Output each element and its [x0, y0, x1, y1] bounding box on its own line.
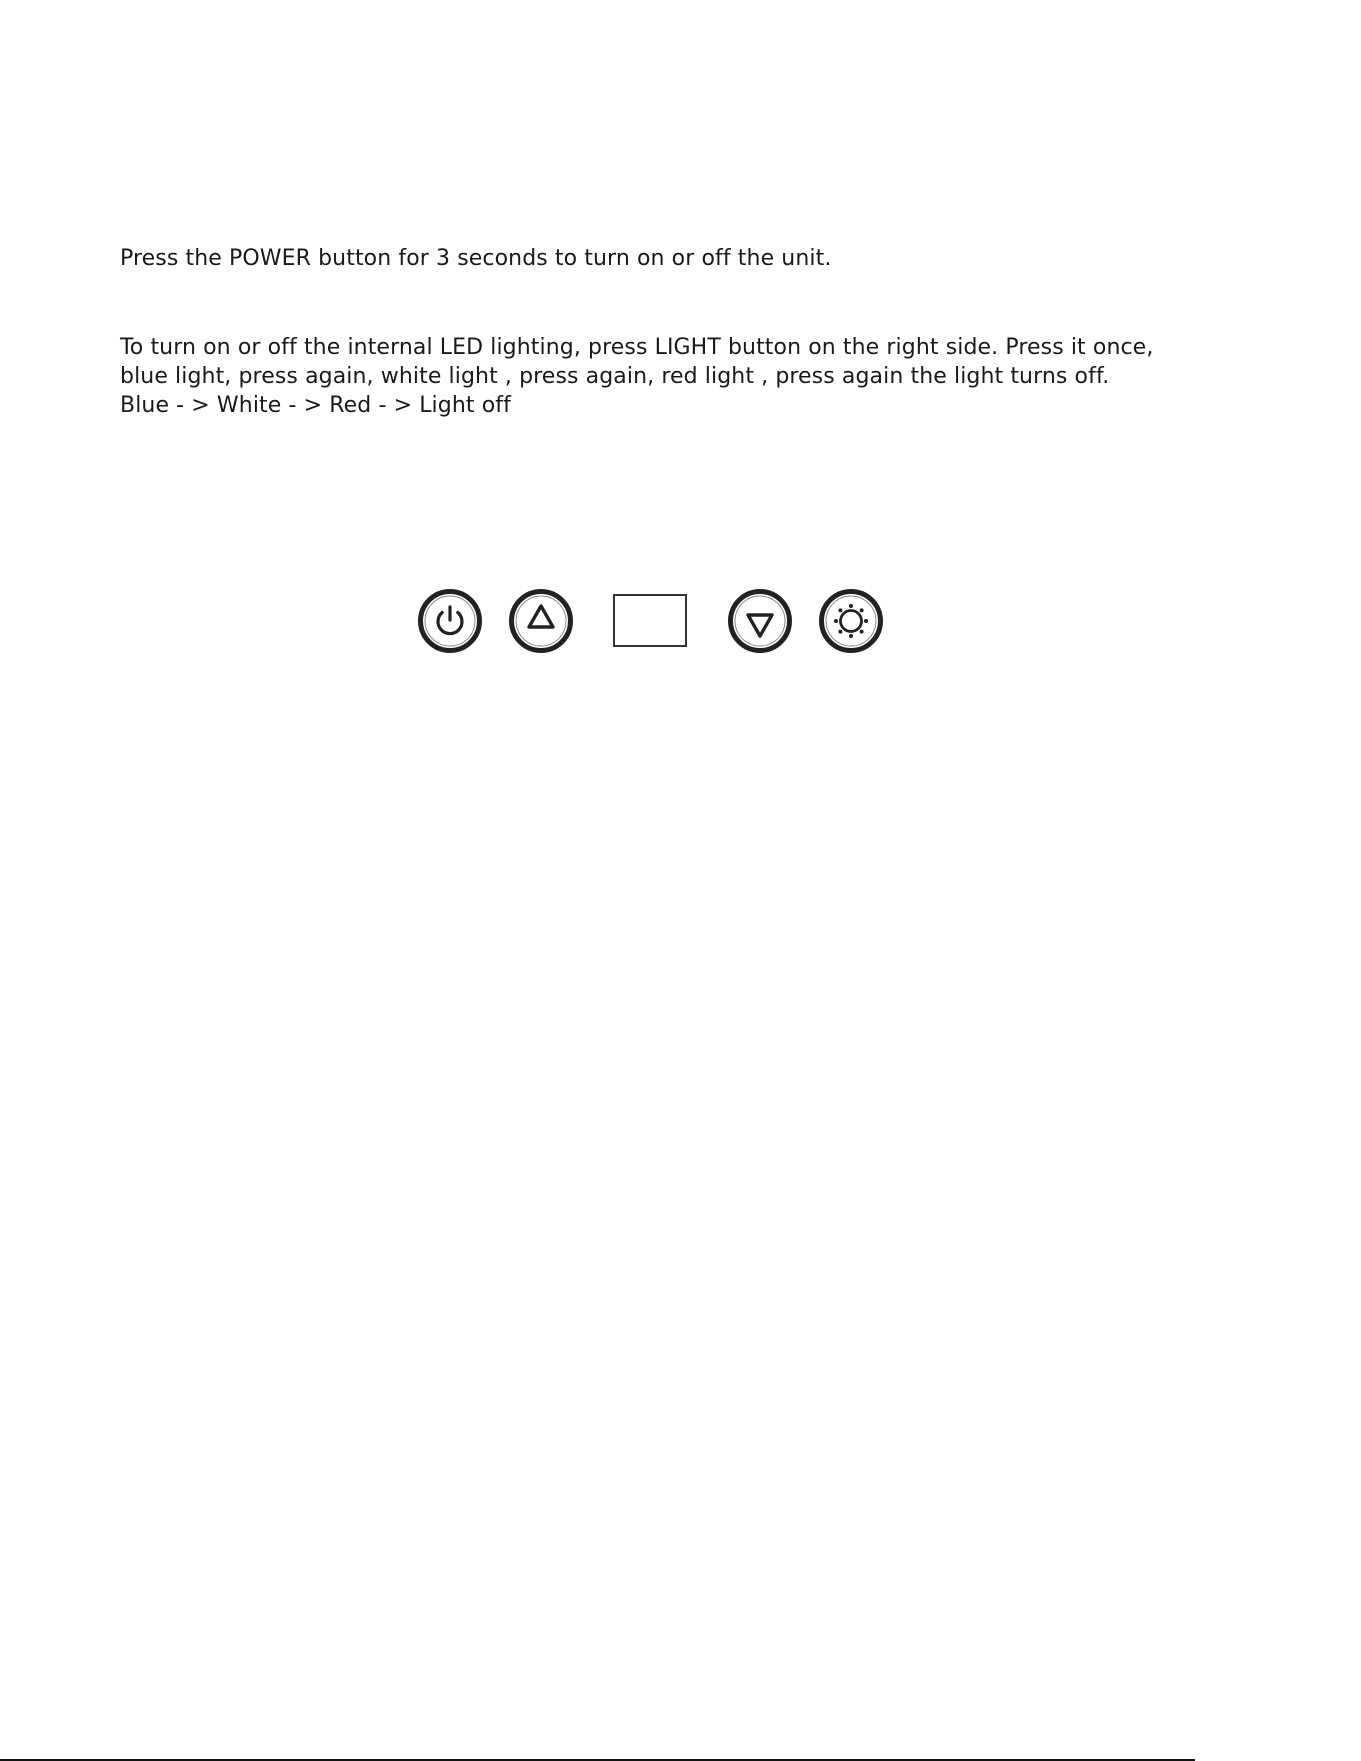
light-button-inner-ring: [826, 596, 876, 646]
power-button[interactable]: [418, 589, 482, 653]
up-button[interactable]: [509, 589, 573, 653]
down-button-ring: [731, 592, 790, 651]
light-sequence: Blue - > White - > Red - > Light off: [120, 393, 511, 418]
up-button-ring: [512, 592, 571, 651]
light-bulb-icon: [834, 604, 868, 638]
triangle-down-icon: [748, 615, 772, 636]
display-window: [613, 594, 687, 647]
light-instruction-line-2: blue light, press again, white light , press again, red light , press again the light turns off.: [120, 364, 1110, 389]
light-button-ring: [822, 592, 881, 651]
triangle-up-icon: [529, 606, 553, 627]
light-instruction: [120, 333, 1153, 420]
light-button[interactable]: [819, 589, 883, 653]
power-icon: [438, 607, 462, 634]
down-button-inner-ring: [735, 596, 785, 646]
down-button[interactable]: [728, 589, 792, 653]
light-instruction-line-1: To turn on or off the internal LED lighting, press LIGHT button on the right side. Press it once,: [120, 335, 1154, 360]
up-button-inner-ring: [516, 596, 566, 646]
power-instruction: Press the POWER button for 3 seconds to turn on or off the unit.: [120, 246, 832, 271]
